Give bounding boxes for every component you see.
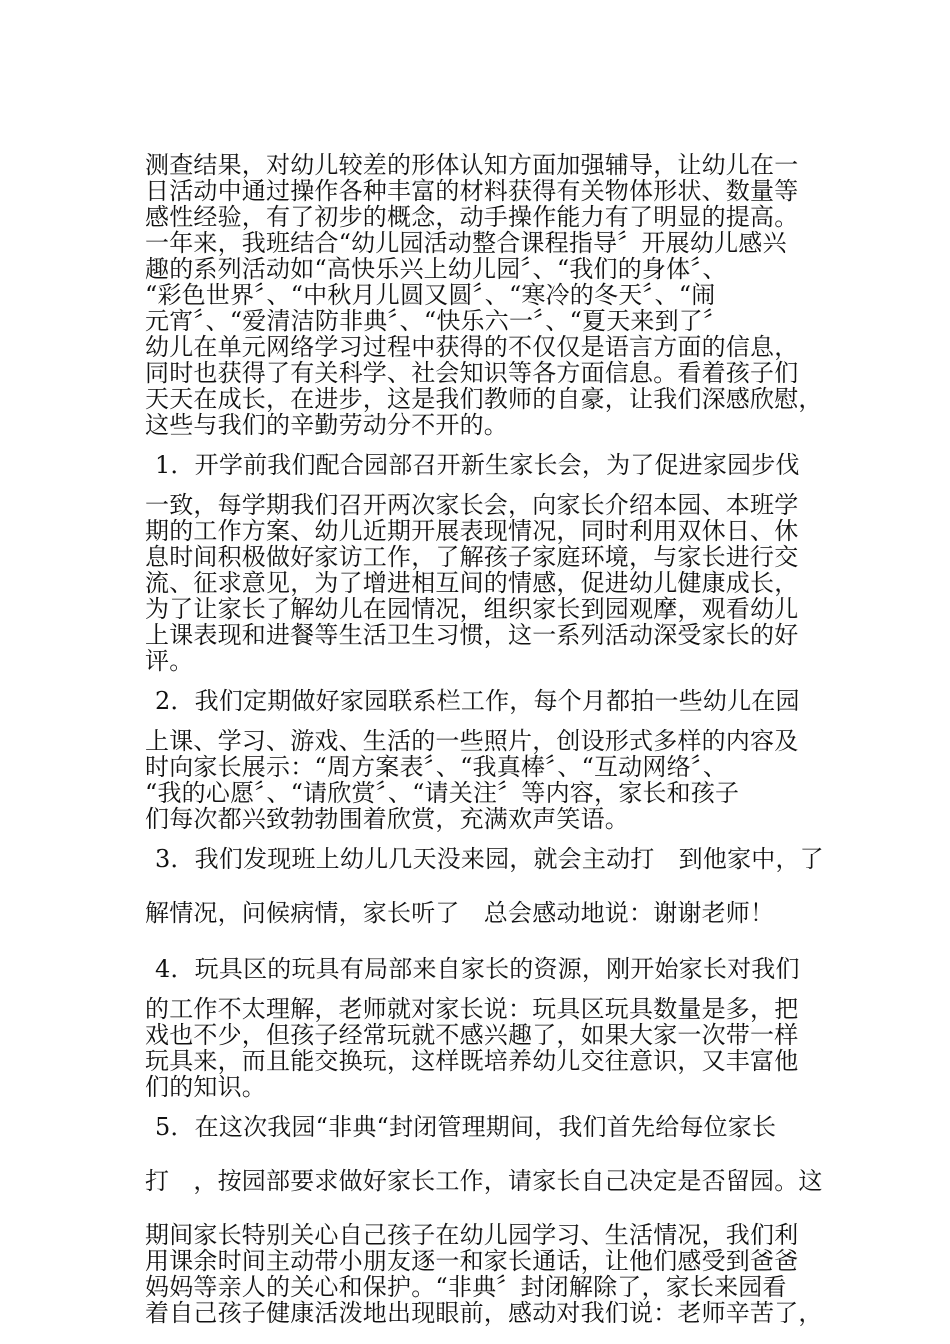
text-line: 一年来，我班结合“幼儿园活动整合课程指导〞开展幼儿感兴 [145,229,787,257]
list-item-heading: 3．我们发现班上幼儿几天没来园，就会主动打 到他家中，了 [155,845,824,873]
text-line: 日活动中通过操作各种丰富的材料获得有关物体形状、数量等 [145,177,799,205]
text-line: 上课、学习、游戏、生活的一些照片，创设形式多样的内容及 [145,727,799,755]
text-line: 同时也获得了有关科学、社会知识等各方面信息。看着孩子们 [145,359,799,387]
text-line: 戏也不少，但孩子经常玩就不感兴趣了，如果大家一次带一样 [145,1021,799,1049]
text-line: 时向家长展示：“周方案表〞、“我真棒〞、“互动网络〞、 [145,753,728,781]
text-line: 们每次都兴致勃勃围着欣赏，充满欢声笑语。 [145,805,629,833]
text-line: 解情况，问候病情，家长听了 总会感动地说：谢谢老师！ [145,899,775,927]
list-item-heading: 5．在这次我园“非典“封闭管理期间，我们首先给每位家长 [155,1113,777,1141]
text-line: 期间家长特别关心自己孩子在幼儿园学习、生活情况，我们利 [145,1221,799,1249]
list-item-heading: 4．玩具区的玩具有局部来自家长的资源，刚开始家长对我们 [155,955,800,983]
text-line: 测查结果，对幼儿较差的形体认知方面加强辅导，让幼儿在一 [145,151,799,179]
text-line: 玩具来，而且能交换玩，这样既培养幼儿交往意识，又丰富他 [145,1047,799,1075]
text-line: 趣的系列活动如“高快乐兴上幼儿园〞、“我们的身体〞、 [145,255,727,283]
list-item-heading: 1．开学前我们配合园部召开新生家长会，为了促进家园步伐 [155,451,800,479]
text-line: 用课余时间主动带小朋友逐一和家长通话，让他们感受到爸爸 [145,1247,799,1275]
text-line: 息时间积极做好家访工作，了解孩子家庭环境，与家长进行交 [145,543,799,571]
text-line: 幼儿在单元网络学习过程中获得的不仅仅是语言方面的信息， [145,333,799,361]
text-line: “我的心愿〞、“请欣赏〞、“请关注〞等内容，家长和孩子 [145,779,740,807]
text-line: 的工作不太理解，老师就对家长说：玩具区玩具数量是多，把 [145,995,799,1023]
text-line: “彩色世界〞、“中秋月儿圆又圆〞、“寒冷的冬天〞、“闹 [145,281,716,309]
text-line: 天天在成长，在进步，这是我们教师的自豪，让我们深感欣慰， [145,385,823,413]
text-line: 期的工作方案、幼儿近期开展表现情况，同时利用双休日、休 [145,517,799,545]
text-line: 流、征求意见，为了增进相互间的情感，促进幼儿健康成长， [145,569,799,597]
text-line: 感性经验，有了初步的概念，动手操作能力有了明显的提高。 [145,203,799,231]
list-item-heading: 2．我们定期做好家园联系栏工作，每个月都拍一些幼儿在园 [155,687,800,715]
text-line: 元宵〞、“爱清洁防非典〞、“快乐六一〞、“夏天来到了〞 [145,307,728,335]
text-line: 打 ，按园部要求做好家长工作，请家长自己决定是否留园。这 [145,1167,823,1195]
text-line: 妈妈等亲人的关心和保护。“非典〞封闭解除了，家长来园看 [145,1273,787,1301]
text-line: 一致，每学期我们召开两次家长会，向家长介绍本园、本班学 [145,491,799,519]
text-line: 们的知识。 [145,1073,266,1101]
text-line: 着自己孩子健康活泼地出现眼前，感动对我们说：老师辛苦了， [145,1299,823,1327]
text-line: 为了让家长了解幼儿在园情况，组织家长到园观摩，观看幼儿 [145,595,799,623]
text-line: 评。 [145,647,194,675]
text-line: 这些与我们的辛勤劳动分不开的。 [145,411,508,439]
text-line: 上课表现和进餐等生活卫生习惯，这一系列活动深受家长的好 [145,621,799,649]
